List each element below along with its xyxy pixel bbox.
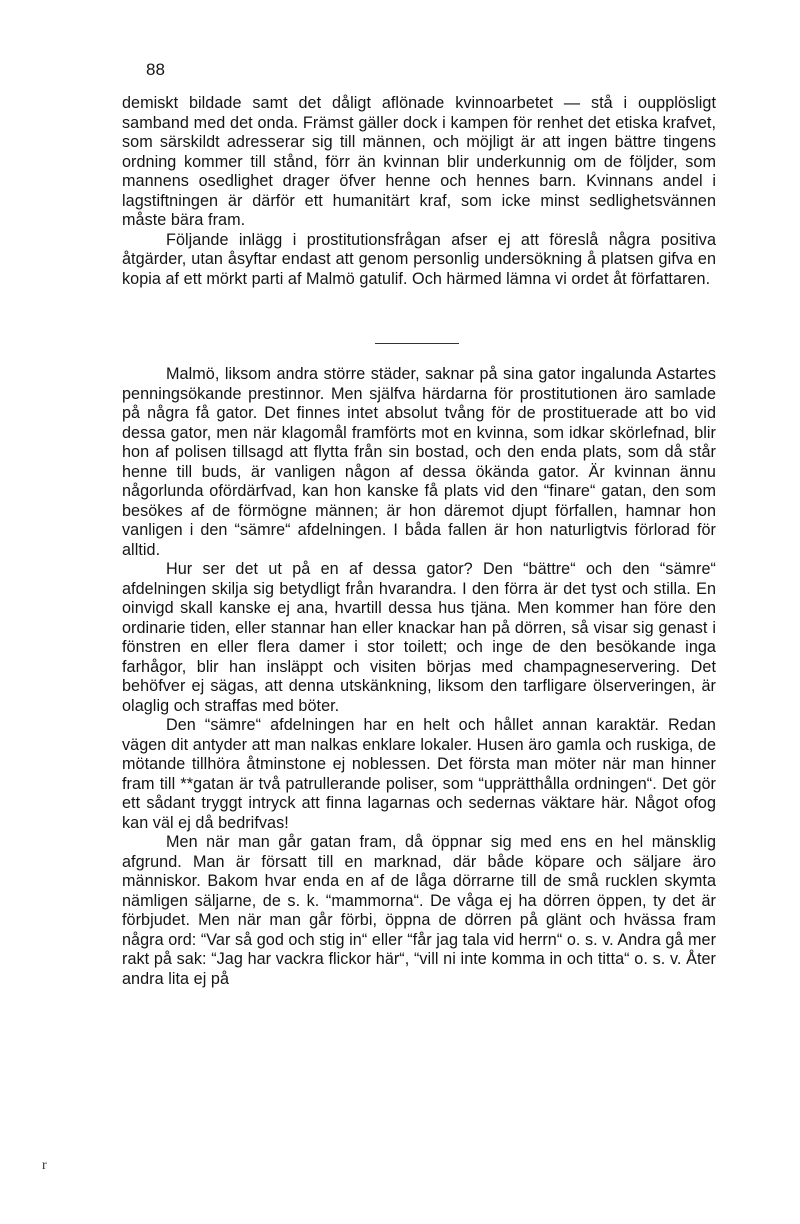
section-divider bbox=[375, 343, 459, 344]
main-paragraph-3: Den “sämre“ afdelningen har en helt och hållet annan karaktär. Redan vägen dit antyder att man nalkas enklare lokaler. Husen äro gamla och ruskiga, de mötande tillhöra åtminstone ej noblessen. Det första man möter när man hinner fram till **gatan är två patrullerande poliser, som “upprätthålla ordningen“. Det gör ett sådant tryggt intryck att finna lagarnas och sedernas väktare här. Något ofog kan väl ej då bedrifvas! bbox=[122, 716, 716, 832]
intro-paragraph-1: demiskt bildade samt det dåligt aflönade kvinnoarbetet — stå i oupplösligt samband med det onda. Främst gäller dock i kampen för renhet det etiska krafvet, som särskildt adresserar sig till männen, och möjligt är att ingen bättre tingens ordning kommer till stånd, förr än kvinnan blir underkunnig om de följder, som mannens osedlighet drager öfver henne och hennes barn. Kvinnans andel i lagstiftningen är därför ett humanitärt kraf, som icke minst sedlighetsvännen måste bära fram. bbox=[122, 94, 716, 229]
main-paragraph-2: Hur ser det ut på en af dessa gator? Den “bättre“ och den “sämre“ afdelningen skilja sig betydligt från hvarandra. I den förra är det tyst och stilla. En oinvigd skall kanske ej ana, hvartill dessa hus tjäna. Men kommer han före den ordinarie tiden, eller stannar han eller knackar han på dörren, så visar sig genast i fönstren en eller flera damer i stor toilett; och inge de den besökande inga farhågor, blir han insläppt och visiten börjas med champagneservering. Det behöfver ej sägas, att denna utskänkning, liksom den tarfligare ölserveringen, är olaglig och straffas med böter. bbox=[122, 560, 716, 715]
intro-paragraph-2: Följande inlägg i prostitutionsfrågan afser ej att föreslå några positiva åtgärder, utan åsyftar endast att genom personlig undersökning å platsen gifva en kopia af ett mörkt parti af Malmö gatulif. Och härmed lämna vi ordet åt författaren. bbox=[122, 230, 716, 288]
main-paragraph-4: Men när man går gatan fram, då öppnar sig med ens en hel mänsklig afgrund. Man är försatt till en marknad, där både köpare och säljare äro människor. Bakom hvar enda en af de låga dörrarne till de små rucklen skymta nämligen säljarne, de s. k. “mammorna“. De våga ej ha dörren öppen, ty det är förbjudet. Men när man går förbi, öppna de dörren på glänt och hvässa fram några ord: “Var så god och stig in“ eller “får jag tala vid herrn“ o. s. v. Andra gå mer rakt på sak: “Jag har vackra flickor här“, “vill ni inte komma in och titta“ o. s. v. Åter andra lita ej på bbox=[122, 833, 717, 988]
stray-print-mark: r bbox=[42, 1158, 47, 1173]
page-number: 88 bbox=[146, 60, 165, 79]
main-paragraph-1: Malmö, liksom andra större städer, saknar på sina gator ingalunda Astartes penningsökande prestinnor. Men själfva härdarna för prostitutionen äro samlade på några få gator. Det finnes intet absolut tvång för de prostituerade att bo vid dessa gator, men när klagomål framförts mot en kvinna, som idkar skörlefnad, blir hon af polisen tillsagd att flytta från sin bostad, och den enda plats, som då står henne till buds, är vanligen någon af dessa ökända gator. Är kvinnan ännu någorlunda ofördärfvad, kan hon kanske få plats vid den “finare“ gatan, den som besökes af de förmögne männen; är hon däremot djupt förfallen, hamnar hon vanligen i den “sämre“ afdelningen. I båda fallen är hon naturligtvis förlorad för alltid. bbox=[122, 365, 716, 559]
main-section bbox=[122, 365, 716, 989]
intro-section bbox=[122, 94, 716, 289]
